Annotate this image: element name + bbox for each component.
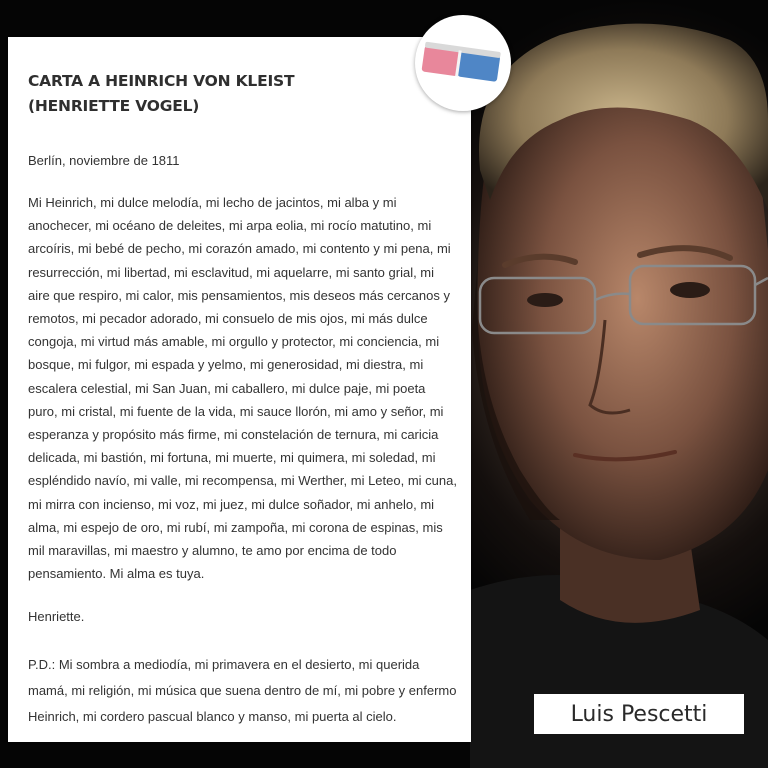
letter-card [8, 37, 471, 742]
letter-body: Mi Heinrich, mi dulce melodía, mi lecho de jacintos, mi alba y mi anochecer, mi océano de deleites, mi arpa eolia, mi rocío matutino, mi arcoíris, mi bebé de pecho, mi corazón amado, mi contento y mi pena, mi resurrección, mi libertad, mi esclavitud, mi aquelarre, mi santo grial, mi aire que respiro, mi calor, mis pensamientos, mis deseos más cercanos y remotos, mi pecador adorado, mi consuelo de mis ojos, mi más dulce congoja, mi virtud más amable, mi orgullo y protector, mi conciencia, mi bosque, mi fulgor, mi espada y yelmo, mi generosidad, mi diestra, mi escalera celestial, mi San Juan, mi caballero, mi dulce paje, mi poeta puro, mi cristal, mi fuente de la vida, mi sauce llorón, mi amo y señor, mi esperanza y propósito más firme, mi constelación de ternura, mi caricia delicada, mi bastión, mi fortuna, mi muerte, mi quimera, mi soledad, mi espléndido navío, mi valle, mi recompensa, mi Werther, mi Leteo, mi cuna, mi mirra con incienso, mi voz, mi juez, mi dulce soñador, mi anhelo, mi alma, mi espejo de oro, mi rubí, mi zampoña, mi corona de espinas, mis mil maravillas, mi maestro y alumno, te amo por encima de todo pensamiento. Mi alma es tuya. [28, 195, 457, 582]
letter-title [28, 69, 457, 119]
letter-title-line2: (HENRIETTE VOGEL) [28, 97, 200, 115]
letter-postscript: P.D.: Mi sombra a mediodía, mi primavera en el desierto, mi querida mamá, mi religión, mi música que suena dentro de mí, mi pobre y enfermo Heinrich, mi cordero pascual blanco y manso, mi puerta al cielo. [28, 657, 457, 725]
eraser-icon [415, 15, 511, 111]
author-name: Luis Pescetti [570, 701, 708, 727]
letter-title-line1: CARTA A HEINRICH VON KLEIST [28, 72, 295, 90]
eraser-badge [415, 15, 511, 111]
letter-signature: Henriette. [28, 609, 85, 625]
author-name-box [534, 694, 744, 734]
letter-date: Berlín, noviembre de 1811 [28, 153, 180, 168]
